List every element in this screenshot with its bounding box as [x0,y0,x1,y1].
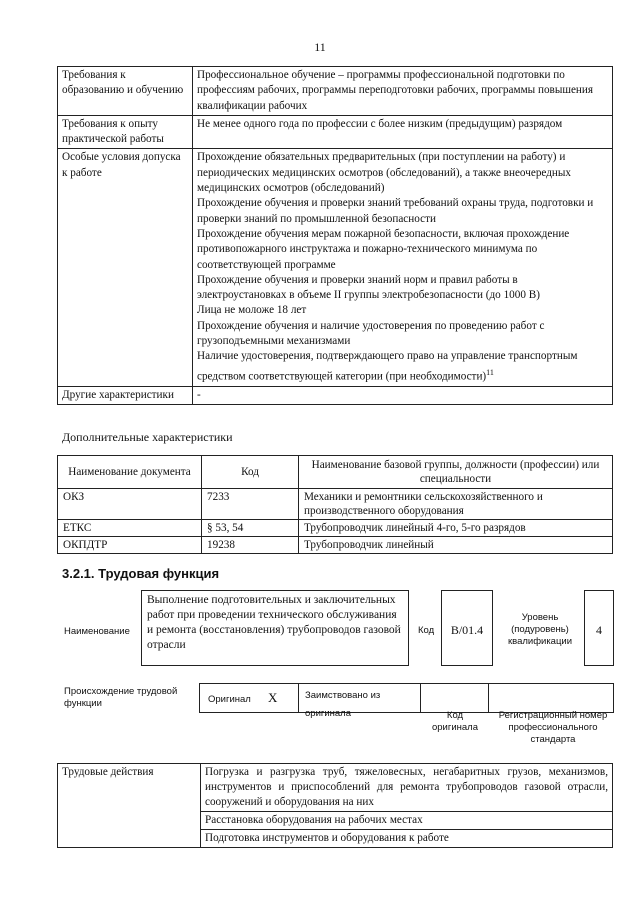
table-row [58,489,613,520]
table-row [58,386,613,404]
table-cell: ОКПДТР [58,537,202,554]
code-original-box [420,683,489,713]
value-line: Профессиональное обучение – программы профессиональной подготовки по профессиям рабочих, программы переподготовки рабочих, программы повышения квалификации рабочих [197,69,594,112]
row-value [193,115,613,149]
row-label: Особые условия допуска к работе [58,149,193,386]
page-number: 11 [314,40,326,54]
table-cell: Трубопроводчик линейный 4-го, 5-го разрядов [299,520,613,537]
section-title: Дополнительные характеристики [62,430,233,444]
table-row [58,67,613,116]
action-item: Расстановка оборудования на рабочих местах [201,812,613,830]
value-line: Прохождение обучения мерам пожарной безопасности, включая прохождение противопожарного инструктажа и пожарно-технического минимума по соответствующей программе [197,227,570,271]
value-line: Лица не моложе 18 лет [197,304,307,317]
function-name-box: Выполнение подготовительных и заключительных работ при проведении технического обслуживания и ремонта (восстановления) трубопроводов газовой отрасли [141,590,409,666]
code-label: Код [418,625,435,636]
table-row [58,149,613,386]
extra-characteristics-table [57,455,613,554]
table-cell: Трубопроводчик линейный [299,537,613,554]
value-line: Прохождение обучения и проверки знаний норм и правил работы в электроустановках в объеме II группы электробезопасности (до 1000 В) [197,273,540,302]
value-line: Прохождение обучения и наличие удостоверения по проведению работ с грузоподъемными механизмами [197,319,545,348]
level-label: Уровень (подуровень) квалификации [507,612,573,647]
value-line: - [197,388,201,401]
table-row [58,537,613,554]
column-header: Наименование базовой группы, должности (профессии) или специальности [299,456,613,489]
name-label: Наименование [64,626,130,637]
original-box [199,683,299,713]
row-label: Требования к опыту практической работы [58,115,193,149]
reg-number-label: Регистрационный номер профессионального стандарта [498,710,608,745]
value-line: Прохождение обучения и проверки знаний требований охраны труда, подготовки и проверки знаний по промышленной безопасности [197,197,594,225]
table-cell: 7233 [202,489,299,520]
borrowed-label: Заимствовано из оригинала [305,690,381,719]
table-cell: ЕТКС [58,520,202,537]
table-cell: Механики и ремонтники сельскохозяйственного и производственного оборудования [299,489,613,520]
function-code-box: B/01.4 [441,590,493,666]
code-original-label: Код оригинала [431,710,478,733]
row-label: Требования к образованию и обучению [58,67,193,116]
origin-label: Происхождение трудовой функции [64,686,178,709]
function-heading: 3.2.1. Трудовая функция [62,566,220,581]
table-row [58,115,613,149]
table-row [58,520,613,537]
table-cell: 19238 [202,537,299,554]
requirements-table [57,66,613,405]
original-mark: X [268,690,278,705]
value-line-text: Наличие удостоверения, подтверждающего право на управление транспортным средством соответствующей категории (при необходимости) [197,350,578,383]
column-header: Наименование документа [58,456,202,489]
row-label: Трудовые действия [58,764,201,848]
borrowed-box [298,683,421,719]
row-label: Другие характеристики [58,386,193,404]
original-label: Оригинал [208,694,251,705]
labor-actions-table [57,763,613,848]
row-value [193,149,613,386]
value-line: Прохождение обязательных предварительных (при поступлении на работу) и периодических медицинских осмотров (обследований), а также внеочередных медицинских осмотров (обследований) [197,151,572,195]
reg-number-box [488,683,614,713]
level-value-box: 4 [584,590,614,666]
column-header: Код [202,456,299,489]
value-line [197,349,608,384]
table-cell: § 53, 54 [202,520,299,537]
action-item: Подготовка инструментов и оборудования к работе [201,830,613,848]
value-line: Не менее одного года по профессии с более низким (предыдущим) разрядом [197,117,563,130]
action-item: Погрузка и разгрузка труб, тяжеловесных, негабаритных грузов, механизмов, инструментов и приспособлений для ремонта трубопроводов газовой отрасли, сооружений и оборудования на них [201,764,613,812]
table-row [58,764,613,812]
table-header-row [58,456,613,489]
footnote-marker: 11 [486,367,494,377]
row-value [193,67,613,116]
row-value [193,386,613,404]
table-cell: ОКЗ [58,489,202,520]
